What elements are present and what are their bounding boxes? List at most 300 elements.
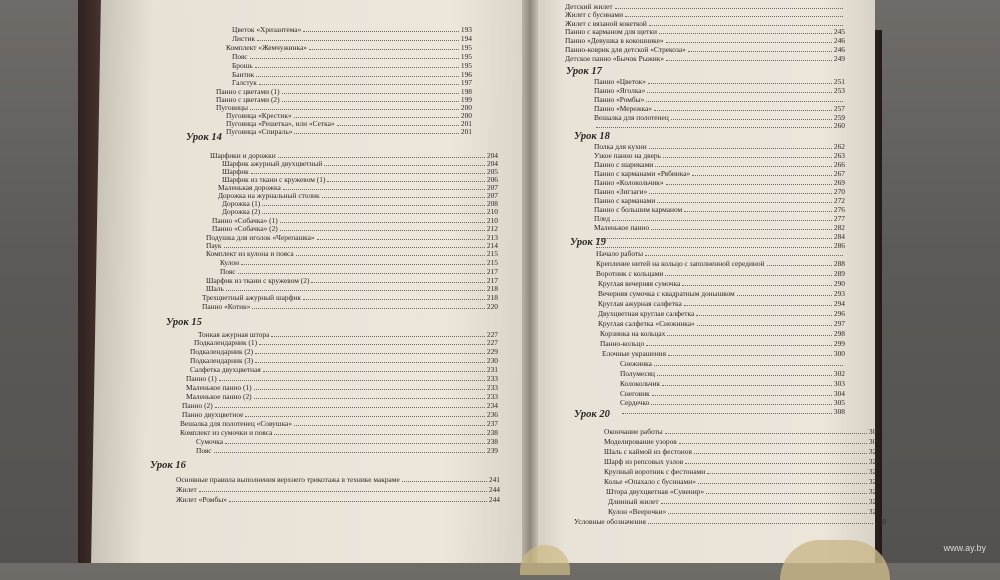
toc-leader-dots — [311, 282, 484, 283]
toc-leader-dots — [294, 117, 459, 118]
toc-leader-dots — [671, 119, 832, 120]
toc-entry — [598, 320, 845, 328]
toc-leader-dots — [596, 238, 832, 239]
toc-entry — [608, 508, 880, 516]
toc-entry-page: 304 — [833, 389, 845, 398]
toc-entry-title: Пояс — [220, 267, 236, 276]
toc-entry-page: 237 — [486, 419, 498, 428]
toc-entry — [594, 215, 845, 223]
toc-leader-dots — [596, 247, 832, 248]
toc-entry — [222, 200, 498, 208]
toc-leader-dots — [646, 345, 832, 346]
toc-entry — [232, 53, 472, 61]
toc-leader-dots — [254, 398, 485, 399]
toc-leader-dots — [684, 305, 832, 306]
lesson-heading: Урок 18 — [574, 131, 610, 142]
toc-entry-title: Основные правила выполнения верхнего трикотажа в технике макраме — [176, 475, 400, 484]
toc-entry-title: Панно (1) — [186, 374, 217, 383]
toc-entry — [620, 380, 845, 388]
toc-leader-dots — [303, 31, 459, 32]
toc-entry-title: Жилет с бусинами — [565, 10, 624, 19]
toc-leader-dots — [654, 110, 832, 111]
toc-entry — [180, 429, 498, 437]
toc-entry-title: Панно «Собачка» (1) — [212, 216, 278, 225]
toc-entry — [600, 330, 845, 338]
toc-entry — [594, 87, 845, 95]
toc-entry-page: 322 — [868, 447, 880, 456]
toc-entry-page: 201 — [460, 119, 472, 128]
toc-entry-page: 293 — [833, 289, 845, 298]
toc-entry — [594, 188, 845, 196]
toc-entry-page: 296 — [833, 309, 845, 318]
toc-leader-dots — [666, 42, 832, 43]
toc-leader-dots — [662, 385, 832, 386]
toc-entry-title: Паук — [206, 241, 222, 250]
toc-entry-page: 297 — [833, 319, 845, 328]
toc-entry — [226, 128, 472, 136]
toc-entry-page: 272 — [833, 196, 845, 205]
toc-leader-dots — [257, 40, 459, 41]
toc-entry-title: Колье «Опахало с бусинами» — [604, 477, 696, 486]
toc-entry — [176, 476, 500, 484]
toc-leader-dots — [694, 453, 867, 454]
toc-entry — [216, 96, 472, 104]
toc-entry-page: 227 — [486, 330, 498, 339]
toc-entry — [565, 46, 845, 54]
toc-entry-page: 309 — [868, 427, 880, 436]
toc-entry-page: 269 — [833, 178, 845, 187]
toc-entry — [604, 428, 880, 436]
toc-entry-title: Крепление нитей на кольцо с заполненной серединой — [596, 259, 765, 268]
toc-leader-dots — [337, 125, 459, 126]
toc-entry — [202, 303, 498, 311]
toc-entry-title: Маленькое панно — [594, 223, 650, 232]
lesson-heading: Урок 20 — [574, 409, 610, 420]
toc-entry — [176, 486, 500, 494]
toc-entry-title: Шарфик из ткани с кружевом (1) — [222, 175, 326, 184]
toc-leader-dots — [612, 220, 832, 221]
toc-entry-page: 229 — [486, 347, 498, 356]
toc-entry-page: 326 — [868, 487, 880, 496]
toc-entry-title: Кулон «Веерочки» — [608, 507, 667, 516]
toc-entry — [594, 197, 845, 205]
toc-leader-dots — [271, 336, 485, 337]
toc-entry-page: 231 — [486, 365, 498, 374]
toc-leader-dots — [278, 157, 485, 158]
toc-entry-page: 195 — [460, 61, 472, 70]
toc-entry — [186, 375, 498, 383]
toc-entry — [594, 179, 845, 187]
toc-entry-title: Условные обозначения — [574, 517, 646, 526]
toc-entry-page: 198 — [460, 87, 472, 96]
toc-leader-dots — [303, 299, 485, 300]
toc-entry — [194, 339, 498, 347]
toc-leader-dots — [199, 491, 487, 492]
toc-entry-page: 300 — [833, 349, 845, 358]
toc-leader-dots — [296, 255, 485, 256]
lesson-heading: Урок 15 — [166, 317, 202, 328]
lesson-heading: Урок 16 — [150, 460, 186, 471]
toc-leader-dots — [668, 355, 832, 356]
toc-entry — [206, 234, 498, 242]
toc-leader-dots — [317, 239, 485, 240]
toc-entry-page: 236 — [486, 410, 498, 419]
toc-leader-dots — [646, 101, 843, 102]
toc-entry-title: Вечерняя сумочка с квадратным донышком — [598, 289, 735, 298]
toc-entry-title: Комплект из сумочки и пояса — [180, 428, 273, 437]
toc-entry-title: Крупный воротник с фестонами — [604, 467, 706, 476]
toc-entry-page: 260 — [833, 121, 845, 130]
toc-leader-dots — [663, 157, 832, 158]
toc-entry — [608, 498, 880, 506]
toc-entry-title: Панно «Зигзаги» — [594, 187, 648, 196]
toc-entry-title: Жилет «Ромбы» — [176, 495, 227, 504]
toc-entry-page: 233 — [486, 383, 498, 392]
toc-entry — [602, 350, 845, 358]
toc-entry-page: 244 — [488, 485, 500, 494]
toc-entry-title: Пояс — [196, 446, 212, 455]
toc-entry-page: 253 — [833, 86, 845, 95]
toc-entry-title: Жилет с вязаной кокеткой — [565, 19, 647, 28]
toc-entry-title: Детский жилет — [565, 2, 613, 11]
toc-entry-page: 207 — [486, 191, 498, 200]
toc-entry — [620, 370, 845, 378]
toc-entry — [232, 26, 472, 34]
toc-entry-page: 276 — [833, 205, 845, 214]
toc-leader-dots — [655, 166, 832, 167]
toc-leader-dots — [648, 83, 832, 84]
toc-entry — [620, 408, 845, 416]
toc-entry-page: 290 — [833, 279, 845, 288]
toc-leader-dots — [682, 285, 832, 286]
toc-entry — [186, 384, 498, 392]
toc-leader-dots — [219, 380, 485, 381]
toc-entry-title: Пуговица «Решетка», или «Сетка» — [226, 119, 335, 128]
toc-leader-dots — [649, 193, 832, 194]
toc-entry — [182, 402, 498, 410]
toc-leader-dots — [309, 49, 459, 50]
toc-entry-title: Панно с большим карманом — [594, 205, 683, 214]
toc-entry — [190, 357, 498, 365]
toc-entry — [594, 122, 845, 130]
toc-entry-page: 303 — [833, 379, 845, 388]
toc-entry — [594, 206, 845, 214]
toc-entry-title: Узкое панно на дверь — [594, 151, 661, 160]
toc-entry-title: Круглая вечерняя сумочка — [598, 279, 681, 288]
toc-leader-dots — [229, 501, 487, 502]
toc-entry-title: Круглая ажурная салфетка — [598, 299, 682, 308]
toc-leader-dots — [648, 523, 873, 524]
toc-entry-page: 282 — [833, 223, 845, 232]
toc-entry-page: 205 — [486, 167, 498, 176]
toc-entry — [594, 224, 845, 232]
toc-entry-page: 215 — [486, 249, 498, 258]
toc-entry-page: 309 — [868, 437, 880, 446]
toc-entry — [604, 478, 880, 486]
toc-entry — [222, 208, 498, 216]
toc-leader-dots — [256, 76, 459, 77]
toc-leader-dots — [652, 395, 832, 396]
toc-leader-dots — [262, 205, 485, 206]
toc-entry-title: Длинный жилет — [608, 497, 659, 506]
toc-entry-page: 308 — [833, 407, 845, 416]
toc-leader-dots — [324, 165, 485, 166]
toc-entry-title: Шаль с каймой из фестонов — [604, 447, 692, 456]
toc-entry-title: Двухцветная круглая салфетка — [598, 309, 695, 318]
toc-leader-dots — [262, 213, 485, 214]
toc-leader-dots — [615, 8, 843, 9]
toc-entry-page: 210 — [486, 216, 498, 225]
toc-entry-page: 266 — [833, 160, 845, 169]
toc-entry-page: 217 — [486, 267, 498, 276]
toc-leader-dots — [263, 371, 485, 372]
toc-entry-title: Панно с карманами — [594, 196, 656, 205]
toc-entry-title: Подушка для иголок «Черепашка» — [206, 233, 315, 242]
toc-entry-title: Панно-коврик для детской «Стрекоза» — [565, 45, 686, 54]
toc-entry — [596, 270, 845, 278]
toc-entry — [232, 71, 472, 79]
toc-leader-dots — [402, 481, 487, 482]
lesson-heading: Урок 17 — [566, 66, 602, 77]
toc-leader-dots — [657, 202, 832, 203]
toc-leader-dots — [250, 109, 459, 110]
toc-entry — [596, 250, 845, 258]
toc-entry-title: Сердечко — [620, 398, 650, 407]
toc-entry — [600, 340, 845, 348]
toc-entry — [220, 259, 498, 267]
toc-entry — [620, 399, 845, 407]
toc-entry-title: Панно с карманом для щетки — [565, 27, 657, 36]
toc-entry-title: Воротник с кольцами — [596, 269, 664, 278]
toc-entry — [565, 11, 845, 19]
toc-entry-title: Подкалендарник (1) — [194, 338, 258, 347]
toc-entry — [594, 233, 845, 241]
toc-entry-page: 210 — [486, 207, 498, 216]
toc-entry-page: 200 — [460, 103, 472, 112]
toc-entry — [212, 225, 498, 233]
toc-leader-dots — [214, 452, 485, 453]
toc-entry-page: 230 — [486, 356, 498, 365]
toc-entry-title: Маленькое панно (2) — [186, 392, 252, 401]
toc-entry-title: Пуговица «Спираль» — [226, 127, 293, 136]
toc-entry — [565, 28, 845, 36]
toc-leader-dots — [645, 255, 843, 256]
toc-entry-page: 286 — [833, 241, 845, 250]
toc-entry-page: 220 — [486, 302, 498, 311]
toc-entry-page: 257 — [833, 104, 845, 113]
toc-entry-page: 194 — [460, 34, 472, 43]
toc-leader-dots — [215, 407, 485, 408]
toc-entry-page: 233 — [486, 374, 498, 383]
lesson-heading: Урок 19 — [570, 237, 606, 248]
toc-entry-page: 302 — [833, 369, 845, 378]
toc-entry — [620, 390, 845, 398]
toc-leader-dots — [668, 513, 867, 514]
toc-entry-title: Панно-кольцо — [600, 339, 645, 348]
toc-leader-dots — [283, 189, 485, 190]
toc-entry-page: 215 — [486, 258, 498, 267]
toc-leader-dots — [280, 230, 485, 231]
toc-leader-dots — [241, 264, 485, 265]
toc-entry-title: Шарфик — [222, 167, 249, 176]
toc-entry-page: 246 — [833, 36, 845, 45]
toc-leader-dots — [251, 173, 485, 174]
toc-entry — [598, 300, 845, 308]
toc-entry-page: 193 — [460, 25, 472, 34]
toc-entry-page: 267 — [833, 169, 845, 178]
toc-entry-title: Дорожка (2) — [222, 207, 261, 216]
toc-entry — [606, 488, 880, 496]
toc-entry — [180, 420, 498, 428]
toc-leader-dots — [255, 67, 459, 68]
toc-entry-title: Панно с цветами (1) — [216, 87, 280, 96]
toc-entry-page: 305 — [833, 398, 845, 407]
toc-entry — [176, 496, 500, 504]
toc-entry-page: 251 — [833, 77, 845, 86]
toc-entry-page: 208 — [486, 199, 498, 208]
toc-leader-dots — [255, 362, 485, 363]
toc-leader-dots — [282, 101, 459, 102]
toc-entry-title: Елочные украшения — [602, 349, 667, 358]
toc-entry-title: Кулон — [220, 258, 240, 267]
toc-entry-title: Панно «Мережка» — [594, 104, 653, 113]
toc-entry-title: Панно с цветами (2) — [216, 95, 280, 104]
toc-entry-title: Салфетка двухцветная — [190, 365, 261, 374]
toc-leader-dots — [255, 353, 485, 354]
toc-entry-page: 327 — [868, 497, 880, 506]
toc-leader-dots — [250, 58, 459, 59]
toc-entry-title: Дорожка (1) — [222, 199, 261, 208]
toc-entry-title: Штора двухцветная «Сувенир» — [606, 487, 705, 496]
toc-leader-dots — [684, 211, 832, 212]
toc-entry-page: 204 — [486, 159, 498, 168]
toc-entry — [226, 44, 472, 52]
toc-entry-page: 201 — [460, 127, 472, 136]
toc-entry-title: Снежинка — [620, 359, 652, 368]
toc-entry — [206, 285, 498, 293]
toc-entry-title: Вешалка для полотенец «Совушка» — [180, 419, 293, 428]
toc-entry-title: Шарфик ажурный двухцветный — [222, 159, 323, 168]
toc-entry — [196, 447, 498, 455]
toc-entry-page: 323 — [868, 467, 880, 476]
toc-entry-page: 196 — [460, 70, 472, 79]
toc-entry-page: 218 — [486, 284, 498, 293]
toc-entry-title: Полка для кухни — [594, 142, 647, 151]
toc-entry-page: 238 — [486, 428, 498, 437]
toc-leader-dots — [697, 325, 832, 326]
toc-leader-dots — [238, 273, 485, 274]
toc-leader-dots — [649, 148, 832, 149]
toc-entry-title: Пуговица «Крестик» — [226, 111, 292, 120]
toc-leader-dots — [665, 433, 867, 434]
toc-leader-dots — [666, 184, 832, 185]
toc-leader-dots — [245, 416, 485, 417]
toc-entry-title: Брошь — [232, 61, 253, 70]
toc-entry-title: Жилет — [176, 485, 197, 494]
toc-entry — [604, 448, 880, 456]
toc-entry — [202, 294, 498, 302]
toc-leader-dots — [651, 404, 832, 405]
toc-leader-dots — [647, 92, 832, 93]
toc-entry — [206, 277, 498, 285]
toc-entry-page: 259 — [833, 113, 845, 122]
toc-entry-page: 245 — [833, 27, 845, 36]
toc-leader-dots — [679, 443, 867, 444]
toc-entry — [232, 79, 472, 87]
toc-entry-page: 246 — [833, 45, 845, 54]
toc-entry-page: 217 — [486, 276, 498, 285]
toc-leader-dots — [625, 16, 843, 17]
toc-entry-title: Круглая салфетка «Снежинка» — [598, 319, 695, 328]
toc-entry-page: 218 — [486, 293, 498, 302]
toc-entry-page: 322 — [868, 457, 880, 466]
toc-entry — [620, 360, 845, 368]
toc-leader-dots — [327, 181, 484, 182]
toc-leader-dots — [226, 290, 485, 291]
toc-entry — [190, 366, 498, 374]
toc-leader-dots — [657, 375, 832, 376]
toc-leader-dots — [698, 483, 867, 484]
toc-entry-page: 249 — [833, 54, 845, 63]
toc-entry-title: Бантик — [232, 70, 255, 79]
toc-entry — [218, 192, 498, 200]
toc-entry-title: Пуговицы — [216, 103, 248, 112]
toc-entry-page: 330 — [874, 517, 886, 526]
toc-entry — [222, 160, 498, 168]
toc-entry-title: Вешалка для полотенец — [594, 113, 669, 122]
toc-entry-page: 288 — [833, 259, 845, 268]
toc-entry-title: Панно «Ромбы» — [594, 95, 645, 104]
toc-leader-dots — [665, 275, 832, 276]
toc-entry-title: Полумесяц — [620, 369, 655, 378]
toc-entry-page: 238 — [486, 437, 498, 446]
toc-leader-dots — [596, 127, 832, 128]
toc-entry-title: Галстук — [232, 78, 257, 87]
toc-entry-page: 234 — [486, 401, 498, 410]
toc-entry-page: 277 — [833, 214, 845, 223]
toc-leader-dots — [252, 308, 485, 309]
toc-entry-title: Маленькое панно (1) — [186, 383, 252, 392]
toc-entry-title: Листик — [232, 34, 256, 43]
toc-entry-title: Плед — [594, 214, 610, 223]
toc-entry — [594, 114, 845, 122]
toc-entry — [220, 268, 498, 276]
toc-entry — [604, 458, 880, 466]
toc-entry — [196, 438, 498, 446]
watermark: www.ay.by — [943, 543, 986, 553]
toc-leader-dots — [707, 473, 867, 474]
toc-entry-page: 197 — [460, 78, 472, 87]
toc-entry-title: Сумочка — [196, 437, 223, 446]
toc-entry — [594, 170, 845, 178]
toc-entry — [604, 468, 880, 476]
toc-entry — [598, 280, 845, 288]
toc-leader-dots — [224, 247, 485, 248]
toc-entry-page: 213 — [486, 233, 498, 242]
toc-entry-title: Шарфик из ткани с кружевом (2) — [206, 276, 310, 285]
toc-entry-page: 233 — [486, 392, 498, 401]
toc-leader-dots — [659, 33, 832, 34]
toc-entry-page: 262 — [833, 142, 845, 151]
toc-entry-page: 206 — [486, 175, 498, 184]
toc-entry-title: Пояс — [232, 52, 248, 61]
toc-entry-title: Детское панно «Бычок Рыжик» — [565, 54, 665, 63]
toc-entry — [594, 161, 845, 169]
toc-leader-dots — [280, 222, 485, 223]
toc-entry — [574, 518, 886, 526]
toc-leader-dots — [661, 503, 867, 504]
toc-entry-title: Шаль — [206, 284, 224, 293]
